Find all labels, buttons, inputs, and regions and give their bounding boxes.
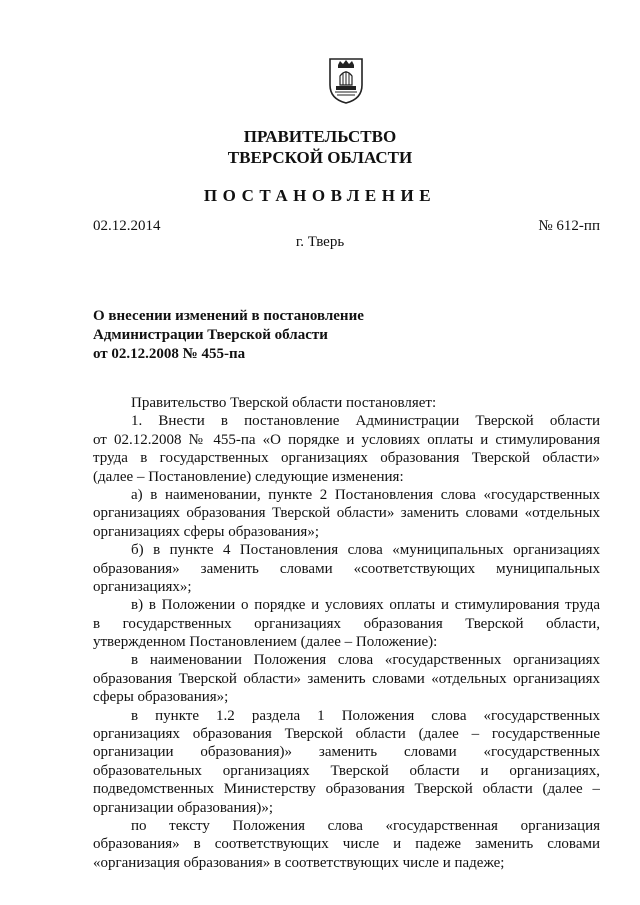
body-line: организации образования)» заменить словами «государственных <box>93 744 600 761</box>
subject-line3: от 02.12.2008 № 455-па <box>93 346 246 362</box>
body-line: в наименовании Положения слова «государственных организациях <box>131 652 600 669</box>
body-line: Правительство Тверской области постановляет: <box>131 395 437 411</box>
body-line: в государственных организациях образования Тверской области, <box>93 615 600 632</box>
document-date: 02.12.2014 <box>93 218 161 234</box>
body-line: организации образования)»; <box>93 799 274 816</box>
document-city: г. Тверь <box>295 234 345 250</box>
body-line: организациях»; <box>93 578 192 595</box>
body-line: 1. Внести в постановление Администрации Тверской области <box>131 413 600 430</box>
body-line: организациях сферы образования»; <box>93 523 319 540</box>
document-type: ПОСТАНОВЛЕНИЕ <box>203 186 437 205</box>
government-name-line2: ТВЕРСКОЙ ОБЛАСТИ <box>227 148 413 167</box>
body-line: образовательных организациях Тверской области и организациях, <box>93 762 600 779</box>
body-line: образования» заменить словами «соответствующих муниципальных <box>93 560 600 577</box>
document-number: № 612-пп <box>538 218 600 234</box>
body-line: образования» в соответствующих числе и падеже заменить словами <box>93 836 600 853</box>
body-line: образования Тверской области» заменить словами «отдельных организациях <box>93 670 600 687</box>
body-line: труда в государственных организациях образования Тверской области» <box>93 450 600 467</box>
body-line: подведомственных Министерству образования Тверской области (далее – <box>93 781 600 798</box>
body-line: б) в пункте 4 Постановления слова «муниципальных организациях <box>131 542 600 559</box>
body-line: организациях образования Тверской области» заменить словами «отдельных <box>93 505 600 522</box>
government-name <box>0 126 640 168</box>
body-line: по тексту Положения слова «государственная организация <box>131 817 600 834</box>
subject-line1: О внесении изменений в постановление <box>93 308 364 324</box>
body-line: «организация образования» в соответствующих числе и падеже; <box>93 854 505 871</box>
body-line: а) в наименовании, пункте 2 Постановления слова «государственных <box>131 486 600 503</box>
document-subject <box>93 307 364 364</box>
body-line: в) в Положении о порядке и условиях оплаты и стимулирования труда <box>131 597 600 614</box>
government-name-line1: ПРАВИТЕЛЬСТВО <box>243 127 397 146</box>
tver-coat-of-arms-icon <box>327 55 365 105</box>
body-line: сферы образования»; <box>93 689 229 706</box>
body-line: организациях образования Тверской области (далее – государственные <box>93 726 600 743</box>
subject-line2: Администрации Тверской области <box>93 327 328 343</box>
body-line: в пункте 1.2 раздела 1 Положения слова «государственных <box>131 707 600 724</box>
body-line: (далее – Постановление) следующие изменения: <box>93 468 404 485</box>
body-line: от 02.12.2008 № 455-па «О порядке и условиях оплаты и стимулирования <box>93 431 600 448</box>
body-line: утвержденном Постановлением (далее – Положение): <box>93 634 438 651</box>
document-body <box>93 394 600 872</box>
